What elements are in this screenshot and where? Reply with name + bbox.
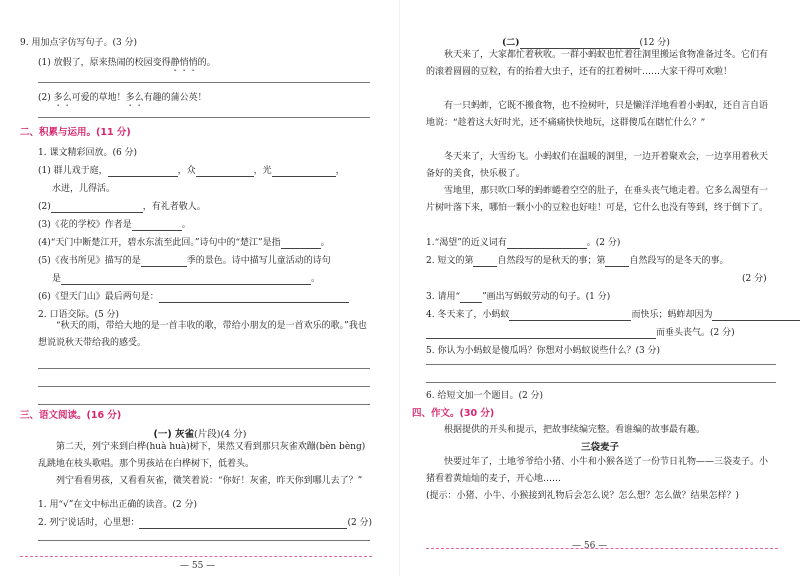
reading-2-paragraph-4: 雪地里，那只吹口琴的蚂蚱蜷着空空的肚子，在垂头丧气地走着。它多么渴望有一片树叶落下来，哪怕一颗小小的豆粒也好哇！可是，它什么也没有等到，终于倒下了。 bbox=[426, 186, 769, 213]
section-4-heading: 四、作文。(30 分) bbox=[412, 408, 495, 419]
reading-2-q2: 2. 短文的第 自然段写的是秋天的事；第 自然段写的是冬天的事。 bbox=[426, 256, 729, 266]
reading-1-paragraph-1: 第二天，列宁来到白桦(huà huà)树下，果然又看到那只灰雀欢蹦(bèn bèng)乱跳地在枝头歌唱。那个男孩站在白桦树下，低着头。 bbox=[38, 442, 366, 469]
q1-1-cont: 水迸，儿得活。 bbox=[52, 184, 116, 194]
q2-title: 2. 口语交际。(5 分) bbox=[38, 310, 120, 320]
q2-answer-line-3[interactable] bbox=[38, 404, 370, 405]
q9-1-answer-line[interactable] bbox=[38, 82, 370, 83]
q1-3-line: (3)《花的学校》作者是 。 bbox=[38, 220, 191, 230]
reading-1-q2-answer-line[interactable] bbox=[38, 540, 370, 541]
writing-title: 三袋麦子 bbox=[580, 442, 619, 453]
section-3-heading: 三、语文阅读。(16 分) bbox=[20, 410, 122, 421]
reading-2-q3: 3. 请用“ ”画出写蚂蚁劳动的句子。(1 分) bbox=[426, 292, 611, 302]
q2-answer-line-2[interactable] bbox=[38, 386, 370, 387]
reading-2-q5-answer-line-1[interactable] bbox=[426, 364, 776, 365]
page-number: — 55 — bbox=[180, 561, 216, 571]
writing-instructions: 根据提供的开头和提示，把故事续编完整。看谁编的故事最有趣。 bbox=[444, 425, 706, 435]
reading-1-paragraph-2: 列宁看看男孩，又看看灰雀，微笑着说：“你好！灰雀，昨天你到哪儿去了？” bbox=[56, 476, 363, 486]
reading-2-q6: 6. 给短文加一个题目。(2 分) bbox=[426, 391, 544, 401]
reading-2-q5-answer-line-2[interactable] bbox=[426, 382, 776, 383]
q2-answer-line-1[interactable] bbox=[38, 368, 370, 369]
q1-5-line: (5)《夜书所见》描写的是 季的景色。诗中描写儿童活动的诗句 bbox=[38, 256, 331, 266]
q1-2-line: (2) ，有礼者敬人。 bbox=[38, 202, 206, 212]
q9-2-answer-line[interactable] bbox=[38, 117, 370, 118]
reading-2-paragraph-2: 有一只蚂蚱，它既不搬食物，也不捡树叶，只是懒洋洋地看着小蚂蚁，还自言自语地说：“趁着这大好时光，还不痛痛快快地玩，这群傻瓜在瞎忙什么？” bbox=[426, 101, 769, 128]
q1-4-line: (4)“天门中断楚江开，碧水东流至此回。”诗句中的“楚江”是指 。 bbox=[38, 238, 330, 248]
reading-2-paragraph-1: 秋天来了，大家都忙着秋收。一群小蚂蚁也忙着往洞里搬运食物准备过冬。它们有的滚着圆圆的豆粒，有的抬着大虫子，还有的扛着树叶……大家干得可欢啦！ bbox=[426, 50, 769, 77]
reading-2-q4: 4. 冬天来了，小蚂蚁 而快乐；蚂蚱却因为 bbox=[426, 309, 800, 321]
reading-1-q1: 1. 用“√”在文中标出正确的读音。(2 分) bbox=[38, 500, 197, 510]
page-footer-divider bbox=[20, 556, 372, 557]
section-2-heading: 二、积累与运用。(11 分) bbox=[20, 127, 131, 138]
right-page bbox=[400, 0, 800, 576]
reading-1-title: (一) 灰雀(片段)(4 分) bbox=[153, 429, 247, 440]
q1-1-line: (1) 群儿戏于庭， ，众 ，光 ， bbox=[38, 166, 345, 176]
reading-2-q4-cont: 而垂头丧气。(2 分) bbox=[426, 327, 735, 339]
q1-5-cont: 是 。 bbox=[52, 274, 321, 284]
reading-2-q2-score: (2 分) bbox=[742, 274, 767, 284]
q9-title: 9. 用加点字仿写句子。(3 分) bbox=[20, 38, 138, 48]
reading-2-paragraph-3: 冬天来了，大雪纷飞。小蚂蚁们在温暖的洞里，一边开着聚欢会，一边享用着秋天备好的美食，快乐极了。 bbox=[426, 152, 769, 179]
q1-6-line: (6)《望天门山》最后两句是： bbox=[38, 291, 349, 303]
writing-hint: (提示：小猪、小牛、小猴接到礼物后会怎么说？怎么想？怎么做？结果怎样？) bbox=[426, 491, 740, 501]
q2-text: “秋天的雨，带给大地的是一首丰收的歌，带给小朋友的是一首欢乐的歌。”我也想说说秋天带给我的感受。 bbox=[38, 321, 367, 348]
reading-2-q5: 5. 你认为小蚂蚁是傻瓜吗？你想对小蚂蚁说些什么？(3 分) bbox=[426, 346, 661, 356]
reading-1-q2: 2. 列宁说话时，心里想： (2 分) bbox=[38, 518, 373, 528]
page-number: — 56 — bbox=[572, 541, 608, 551]
writing-opening: 快要过年了，土地爷爷给小猪、小牛和小猴各送了一份节日礼物——三袋麦子。小猪看着黄灿灿的麦子，开心地…… bbox=[426, 457, 769, 484]
reading-2-title: (二) (12 分) bbox=[502, 38, 670, 48]
q9-2-sentence: (2) 多么可爱的草地！多么有趣的蒲公英！ bbox=[38, 93, 207, 103]
q1-title: 1. 课文精彩回放。(6 分) bbox=[38, 148, 138, 158]
reading-2-q1: 1.“渴望”的近义词有 。(2 分) bbox=[426, 238, 621, 248]
q9-1-sentence: (1) 放假了，原来热闹的校园变得静悄悄的。 bbox=[38, 58, 216, 68]
